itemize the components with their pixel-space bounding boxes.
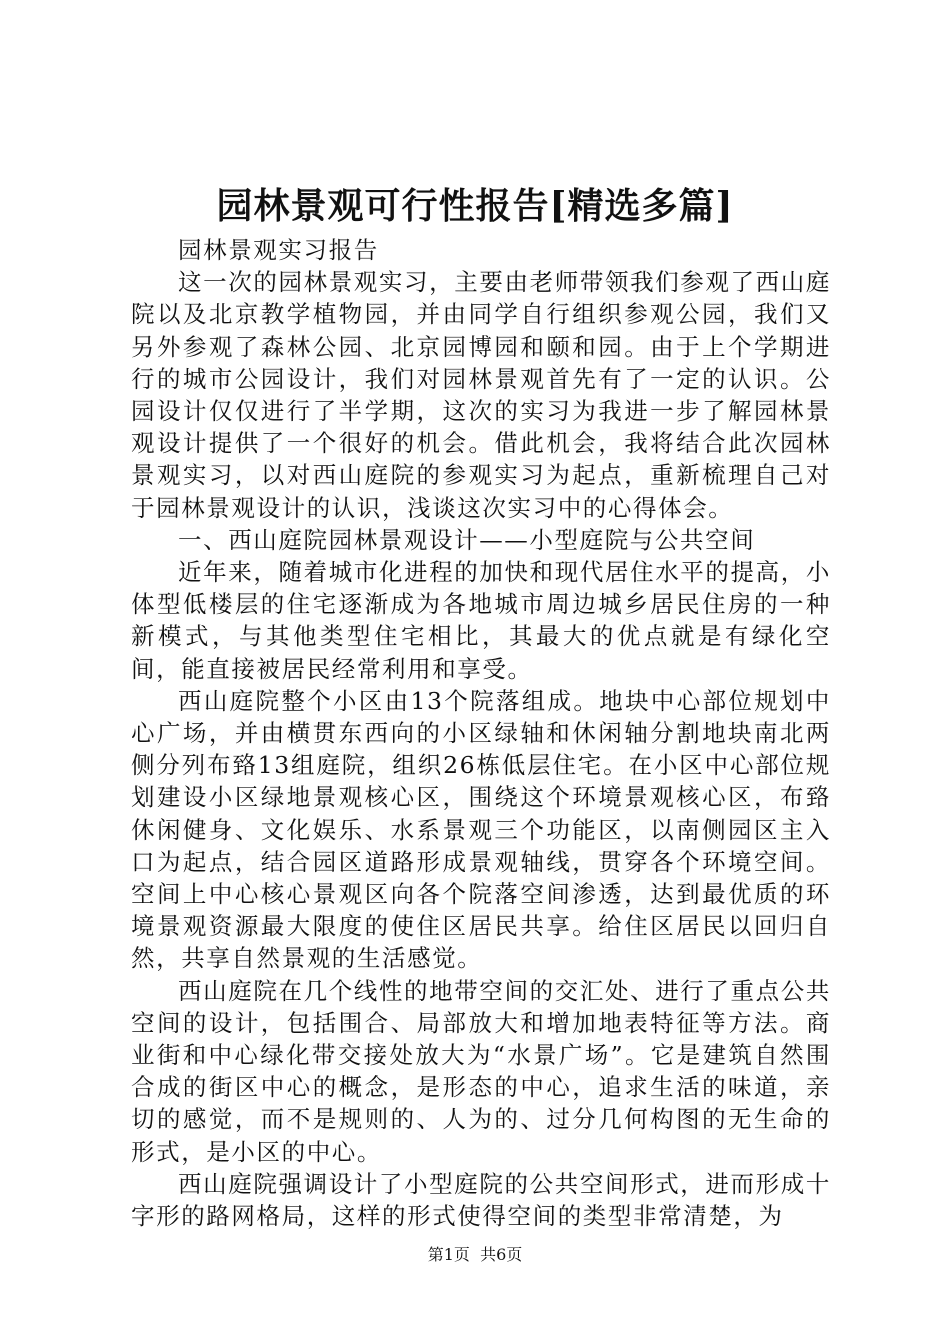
page-footer — [0, 1244, 950, 1266]
document-body — [131, 234, 831, 1232]
paragraph: 这一次的园林景观实习，主要由老师带领我们参观了西山庭院以及北京教学植物园，并由同学自行组织参观公园，我们又另外参观了森林公园、北京园博园和颐和园。由于上个学期进行的城市公园设计，我们对园林景观首先有了一定的认识。公园设计仅仅进行了半学期，这次的实习为我进一步了解园林景观设计提供了一个很好的机会。借此机会，我将结合此次园林景观实习，以对西山庭院的参观实习为起点，重新梳理自己对于园林景观设计的认识，浅谈这次实习中的心得体会。 — [131, 268, 831, 522]
section-heading: 一、西山庭院园林景观设计——小型庭院与公共空间 — [178, 525, 756, 554]
page-number: 第1页 共6页 — [427, 1245, 523, 1264]
paragraph: 西山庭院强调设计了小型庭院的公共空间形式，进而形成十字形的路网格局，这样的形式使得空间的类型非常清楚，为 — [131, 1169, 831, 1231]
document-title: 园林景观可行性报告[精选多篇] — [216, 185, 734, 227]
paragraph: 西山庭院在几个线性的地带空间的交汇处、进行了重点公共空间的设计，包括围合、局部放大和增加地表特征等方法。商业街和中心绿化带交接处放大为“水景广场”。它是建筑自然围合成的街区中心的概念，是形态的中心，追求生活的味道，亲切的感觉，而不是规则的、人为的、过分几何构图的无生命的形式，是小区的中心。 — [131, 976, 831, 1166]
paragraph-subtitle: 园林景观实习报告 — [178, 236, 379, 264]
paragraph: 近年来，随着城市化进程的加快和现代居住水平的提高，小体型低楼层的住宅逐渐成为各地城市周边城乡居民住房的一种新模式，与其他类型住宅相比，其最大的优点就是有绿化空间，能直接被居民经常利用和享受。 — [131, 558, 831, 683]
paragraph: 西山庭院整个小区由13个院落组成。地块中心部位规划中心广场，并由横贯东西向的小区绿轴和休闲轴分割地块南北两侧分列布臵13组庭院，组织26栋低层住宅。在小区中心部位规划建设小区绿地景观核心区，围绕这个环境景观核心区，布臵休闲健身、文化娱乐、水系景观三个功能区，以南侧园区主入口为起点，结合园区道路形成景观轴线，贯穿各个环境空间。空间上中心核心景观区向各个院落空间渗透，达到最优质的环境景观资源最大限度的使住区居民共享。给住区居民以回归自然，共享自然景观的生活感觉。 — [131, 686, 831, 973]
